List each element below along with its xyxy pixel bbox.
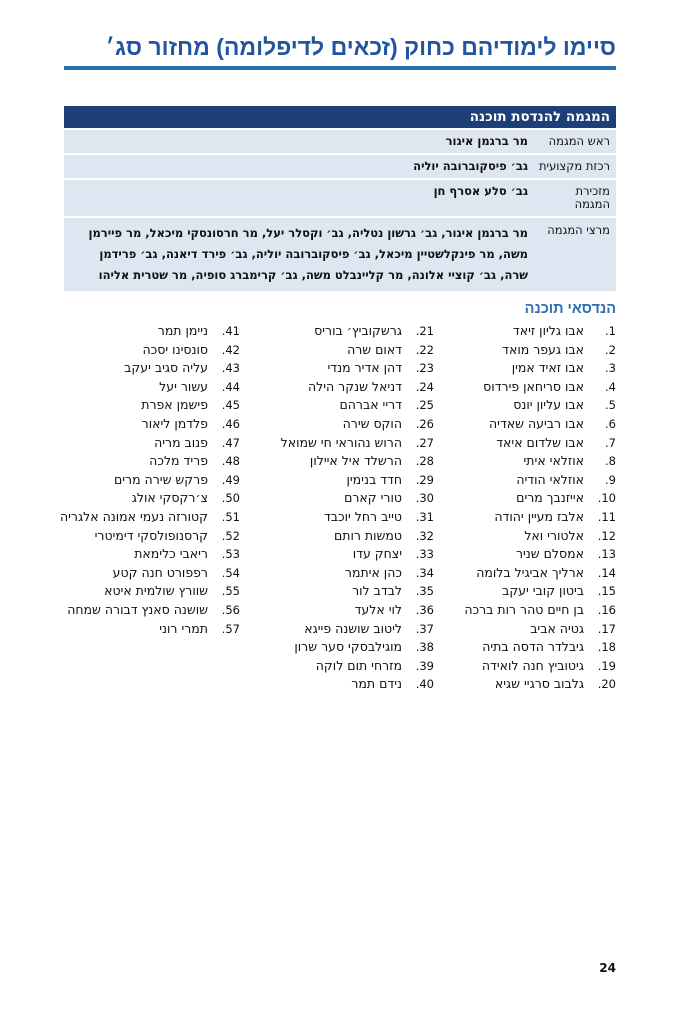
list-item: [440, 657, 616, 676]
list-item-number: 38.: [415, 640, 434, 655]
list-item-name: פנוב מריה: [154, 434, 208, 450]
list-item-number: 23.: [415, 361, 434, 376]
list-item-name: גטיה אביב: [530, 620, 584, 636]
list-item-number: 41.: [221, 324, 240, 338]
list-item-number: 2.: [605, 342, 616, 357]
list-item-number: 36.: [415, 602, 434, 617]
list-item-number: 45.: [221, 398, 240, 413]
list-item-name: פישמן אפרת: [141, 397, 208, 413]
list-item-number: 42.: [221, 342, 240, 357]
row-value: מר ברגמן איגור: [445, 134, 528, 148]
list-item-name: אבו גליון זיאד: [512, 323, 584, 338]
list-item-number: 49.: [221, 472, 240, 487]
list-item-number: 44.: [221, 379, 240, 394]
list-item-name: רפפורט חנה קטע: [112, 564, 208, 580]
list-item: [440, 564, 616, 583]
list-item: [40, 508, 240, 527]
list-item: [258, 341, 434, 360]
graduates-column-1: [440, 322, 616, 694]
list-item: [40, 341, 240, 360]
list-item-name: אבו שלדום איאד: [496, 434, 584, 450]
department-info-table: [64, 106, 616, 291]
list-item-name: שוורץ שולמית איטא: [104, 583, 208, 599]
list-item: [40, 322, 240, 341]
list-item: [40, 452, 240, 471]
list-item-name: ניימן תמר: [157, 323, 208, 338]
list-item-name: אבו זאיד אמין: [511, 360, 584, 376]
list-item: [440, 545, 616, 564]
list-item-name: כהן איתמר: [344, 564, 402, 580]
list-item: [258, 601, 434, 620]
list-item-number: 7.: [605, 435, 616, 450]
list-item-name: סונסינו יסכה: [142, 341, 208, 357]
list-item-name: גלבוב סרגיי שגיא: [494, 676, 584, 692]
list-item: [258, 527, 434, 546]
list-item: [40, 601, 240, 620]
list-item-name: אייזנבך מרים: [516, 490, 584, 506]
list-item-name: אוזלאי איתי: [523, 453, 584, 469]
list-item: [440, 471, 616, 490]
list-item-number: 53.: [221, 547, 240, 562]
list-item-name: בן חיים טהר רות ברכה: [464, 601, 584, 617]
list-item-number: 54.: [221, 565, 240, 580]
list-item-number: 10.: [597, 491, 616, 506]
list-item-name: תמרי רוני: [159, 620, 208, 636]
row-value: גב׳ פיסקוברובה יוליה: [413, 159, 528, 173]
row-label: רכזת מקצועית: [538, 159, 610, 173]
list-item: [258, 322, 434, 341]
list-item-number: 33.: [415, 547, 434, 562]
list-item-name: אבו געפר מואד: [502, 341, 584, 357]
list-item-number: 40.: [415, 677, 434, 692]
list-item: [440, 434, 616, 453]
list-item-name: דריי אברהם: [339, 397, 402, 413]
list-item-name: הרשלד איל איילון: [309, 453, 402, 469]
list-item-name: גיטוביץ חנה לואידה: [481, 657, 584, 673]
list-item-name: פריד מלכה: [149, 453, 208, 469]
department-header: המגמה להנדסת תוכנה: [64, 106, 616, 128]
list-item-number: 8.: [605, 454, 616, 469]
department-row-coordinator: [64, 153, 616, 178]
list-item-name: עשור יעל: [159, 378, 208, 394]
row-label: מזכירת המגמה: [574, 184, 610, 211]
list-item: [258, 471, 434, 490]
list-item-name: גיבלדר הדסה בתיה: [482, 639, 584, 655]
list-item-name: פרקש שירה מרים: [113, 471, 208, 487]
list-item: [440, 601, 616, 620]
list-item-number: 39.: [415, 658, 434, 673]
list-item-number: 3.: [605, 361, 616, 376]
list-item: [40, 415, 240, 434]
list-item: [40, 396, 240, 415]
list-item-number: 1.: [605, 324, 616, 338]
list-item-name: טורי קארם: [344, 490, 402, 506]
list-item-number: 35.: [415, 584, 434, 599]
list-item-name: אבו רביעה שאדיה: [488, 415, 584, 431]
list-item-number: 11.: [597, 509, 616, 524]
list-item-name: טייב רחל יוכבד: [323, 508, 402, 524]
list-item-name: ליטוב שושנה פייגא: [304, 620, 402, 636]
list-item-number: 43.: [221, 361, 240, 376]
list-item-number: 56.: [221, 602, 240, 617]
graduates-column-2: [258, 322, 434, 694]
list-item: [440, 527, 616, 546]
list-item-name: דהן אדיר מנדי: [327, 360, 402, 376]
list-item: [258, 620, 434, 639]
list-item-number: 51.: [221, 509, 240, 524]
list-item-name: גרשקוביץ׳ בוריס: [314, 323, 402, 338]
list-item-name: ביטון קובי יעקב: [502, 583, 584, 599]
list-item-number: 15.: [597, 584, 616, 599]
list-item: [258, 545, 434, 564]
list-item-number: 22.: [415, 342, 434, 357]
list-item: [40, 620, 240, 639]
list-item-number: 17.: [597, 621, 616, 636]
list-item-name: אוזלאי הודיה: [516, 471, 584, 487]
list-item-number: 50.: [221, 491, 240, 506]
list-item-number: 57.: [221, 621, 240, 636]
list-item-name: מזרחי תום לוקה: [315, 657, 402, 673]
list-item-number: 52.: [221, 528, 240, 543]
list-item-number: 37.: [415, 621, 434, 636]
list-item: [40, 527, 240, 546]
list-item-number: 55.: [221, 584, 240, 599]
list-item-number: 26.: [415, 416, 434, 431]
list-item-number: 47.: [221, 435, 240, 450]
list-item-number: 5.: [605, 398, 616, 413]
list-item-number: 18.: [597, 640, 616, 655]
list-item-number: 32.: [415, 528, 434, 543]
list-item: [258, 452, 434, 471]
list-item: [258, 396, 434, 415]
list-item: [258, 434, 434, 453]
list-item: [440, 359, 616, 378]
list-item-name: לוי אלעד: [354, 601, 402, 617]
title-underline: [64, 66, 616, 70]
list-item: [40, 545, 240, 564]
list-item-name: פלדמן ליאור: [141, 415, 208, 431]
list-item: [258, 564, 434, 583]
row-label: מרצי המגמה: [547, 223, 610, 237]
list-item: [440, 341, 616, 360]
list-item: [258, 508, 434, 527]
list-item-name: דניאל שנקר הילה: [307, 378, 402, 394]
list-item: [440, 638, 616, 657]
list-item-name: אלבז מעיין יהודה: [494, 508, 584, 524]
list-item-number: 46.: [221, 416, 240, 431]
list-item-name: אמסלם שניר: [515, 546, 584, 562]
list-item-name: עליה סגיב יעקב: [124, 360, 208, 376]
department-row-secretary: [64, 178, 616, 216]
list-item-number: 25.: [415, 398, 434, 413]
list-item-number: 4.: [605, 379, 616, 394]
list-item: [258, 675, 434, 694]
row-value: גב׳ סלע אסרף חן: [433, 184, 528, 198]
page-title: סיימו לימודיהם כחוק (זכאים לדיפלומה) מחזור סג׳: [105, 34, 616, 60]
list-item-number: 19.: [597, 658, 616, 673]
list-item-name: טמשות רותם: [333, 527, 402, 543]
list-item: [440, 620, 616, 639]
list-item-name: אלטורי ואל: [524, 527, 584, 543]
list-item: [258, 415, 434, 434]
list-item: [440, 378, 616, 397]
list-item-name: דאום שרה: [347, 341, 402, 357]
list-item-number: 16.: [597, 602, 616, 617]
list-item-name: ארליך אביגיל בלומה: [476, 564, 584, 580]
list-item-number: 29.: [415, 472, 434, 487]
graduates-section-title: הנדסאי תוכנה: [524, 301, 616, 317]
row-label: ראש המגמה: [548, 134, 610, 148]
row-value: מר ברגמן איגור, גב׳ גרשון נטליה, גב׳ וקסלר יעל, מר חרסונסקי מיכאל, מר פיירמן משה, מר פינקלשטיין מיכאל, גב׳ פיסקוברובה יוליה, גב׳ פירד דיאנה, גב׳ פרידמן שרה, גב׳ קוציי אלונה, מר קליינבלט משה, גב׳ קרימברג סופיה, מר שטרית אליהו: [88, 226, 528, 282]
list-item: [40, 564, 240, 583]
page-number: 24: [599, 961, 616, 975]
list-item-number: 30.: [415, 491, 434, 506]
list-item-number: 24.: [415, 379, 434, 394]
list-item: [40, 471, 240, 490]
list-item-number: 6.: [605, 416, 616, 431]
list-item: [440, 675, 616, 694]
list-item-number: 21.: [415, 324, 434, 338]
list-item: [258, 657, 434, 676]
list-item: [258, 638, 434, 657]
list-item-number: 9.: [605, 472, 616, 487]
list-item: [440, 489, 616, 508]
list-item-number: 28.: [415, 454, 434, 469]
list-item-name: הרוש נהוראי חי שמואל: [280, 434, 402, 450]
list-item: [440, 582, 616, 601]
list-item-number: 12.: [597, 528, 616, 543]
list-item-number: 34.: [415, 565, 434, 580]
list-item-name: קרסנופולסקי דימיטרי: [94, 527, 208, 543]
list-item-name: נידם תמר: [351, 676, 402, 692]
list-item-number: 48.: [221, 454, 240, 469]
list-item: [440, 452, 616, 471]
list-item: [40, 582, 240, 601]
list-item: [40, 434, 240, 453]
list-item-name: אבו עליון יונס: [513, 397, 584, 413]
list-item: [258, 378, 434, 397]
list-item-name: צ׳רקסקי אולג: [131, 490, 208, 506]
list-item: [258, 359, 434, 378]
list-item: [258, 582, 434, 601]
department-row-lecturers: [64, 216, 616, 291]
list-item-name: קטורזה נעמי אמונה אלגריה: [59, 508, 208, 524]
list-item-name: ריאבי כלימאת: [134, 546, 208, 562]
list-item-name: לבדב לור: [352, 583, 402, 599]
list-item-name: אבו סריחאן פירדוס: [483, 378, 584, 394]
list-item-number: 27.: [415, 435, 434, 450]
list-item-number: 14.: [597, 565, 616, 580]
list-item: [40, 359, 240, 378]
list-item: [440, 508, 616, 527]
list-item-name: יצחק עדו: [352, 546, 402, 562]
list-item-number: 20.: [597, 677, 616, 692]
list-item-name: שושנה סאנץ דבורה שמחה: [67, 601, 208, 617]
list-item-number: 31.: [415, 509, 434, 524]
list-item: [258, 489, 434, 508]
list-item: [40, 489, 240, 508]
list-item: [440, 396, 616, 415]
department-row-head: [64, 128, 616, 153]
list-item-name: הוקס שירה: [342, 415, 402, 431]
list-item-number: 13.: [597, 547, 616, 562]
list-item: [440, 322, 616, 341]
list-item-name: מוגילבסקי סער שרון: [294, 639, 402, 655]
list-item: [40, 378, 240, 397]
list-item-name: חדד בנימין: [346, 471, 402, 487]
graduates-column-3: [40, 322, 240, 638]
list-item: [440, 415, 616, 434]
